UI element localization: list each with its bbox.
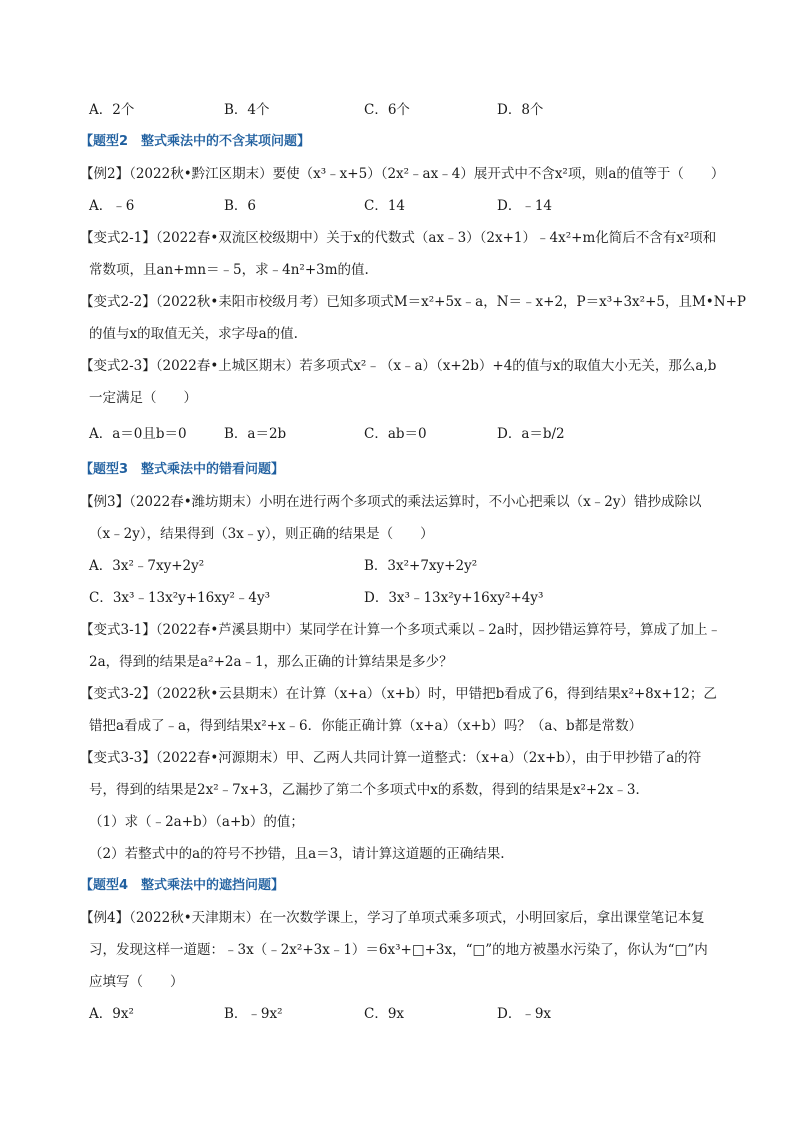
example-3-line2: （x﹣2y），结果得到（3x﹣y），则正确的结果是（ ）	[89, 526, 434, 542]
ex3-option-a: A．3x²﹣7xy+2y²	[89, 558, 205, 574]
ex3-option-c: C．3x³﹣13x²y+16xy²﹣4y³	[89, 590, 271, 606]
ex4-option-b: B．﹣9x²	[224, 1006, 283, 1022]
v23-option-a: A．a＝0且b＝0	[89, 426, 187, 442]
variant-3-2-line1: 【变式3-2】（2022秋•云县期末）在计算（x+a）（x+b）时，甲错把b看成了6，得到结果x²+8x+12；乙	[80, 686, 717, 702]
example-4-line3: 应填写（ ）	[89, 974, 184, 990]
ex4-option-a: A．9x²	[89, 1006, 134, 1022]
variant-2-2-line2: 的值与x的取值无关，求字母a的值.	[89, 326, 298, 342]
example-4-line2: 习，发现这样一道题：﹣3x（﹣2x²+3x﹣1）＝6x³+□+3x，“□”的地方被墨水污染了，你认为“□”内	[89, 942, 708, 958]
variant-3-1-line1: 【变式3-1】（2022春•芦溪县期中）某同学在计算一个多项式乘以﹣2a时，因抄错运算符号，算成了加上﹣	[80, 622, 721, 638]
variant-2-1-line2: 常数项，且an+mn＝﹣5，求﹣4n²+3m的值.	[89, 262, 369, 278]
v23-option-c: C．ab＝0	[364, 426, 427, 442]
ex2-option-b: B．6	[224, 198, 257, 214]
ex2-option-c: C．14	[364, 198, 406, 214]
ex3-option-b: B．3x²+7xy+2y²	[364, 558, 478, 574]
example-4-line1: 【例4】（2022秋•天津期末）在一次数学课上，学习了单项式乘多项式，小明回家后，拿出课堂笔记本复	[80, 910, 705, 926]
variant-3-3-line2: 号，得到的结果是2x²﹣7x+3，乙漏抄了第二个多项式中x的系数，得到的结果是x²+2x﹣3．	[89, 782, 649, 798]
variant-3-1-line2: 2a，得到的结果是a²+2a﹣1，那么正确的计算结果是多少？	[89, 654, 453, 670]
ex2-option-d: D．﹣14	[497, 198, 553, 214]
example-3-line1: 【例3】（2022春•潍坊期末）小明在进行两个多项式的乘法运算时，不小心把乘以（x﹣2y）错抄成除以	[80, 494, 702, 510]
variant-2-1-line1: 【变式2-1】（2022春•双流区校级期中）关于x的代数式（ax﹣3）（2x+1）﹣4x²+m化简后不含有x²项和	[80, 230, 717, 246]
option-a: A．2个	[89, 102, 135, 118]
ex2-option-a: A．﹣6	[89, 198, 135, 214]
section-heading-type3: 【题型3 整式乘法中的错看问题】	[80, 462, 285, 477]
variant-3-3-line1: 【变式3-3】（2022春•河源期末）甲、乙两人共同计算一道整式：（x+a）（2x+b），由于甲抄错了a的符	[80, 750, 702, 766]
variant-3-2-line2: 错把a看成了﹣a，得到结果x²+x﹣6．你能正确计算（x+a）（x+b）吗？（a、b都是常数）	[89, 718, 643, 734]
section-heading-type4: 【题型4 整式乘法中的遮挡问题】	[80, 878, 285, 893]
v23-option-b: B．a＝2b	[224, 426, 287, 442]
example-2-line: 【例2】（2022秋•黔江区期末）要使（x³﹣x+5）（2x²﹣ax﹣4）展开式中不含x²项，则a的值等于（ ）	[80, 166, 725, 182]
section-heading-type2: 【题型2 整式乘法中的不含某项问题】	[80, 134, 311, 149]
option-d: D．8个	[497, 102, 544, 118]
variant-3-3-part2: （2）若整式中的a的符号不抄错，且a＝3，请计算这道题的正确结果.	[89, 846, 505, 862]
ex4-option-c: C．9x	[364, 1006, 405, 1022]
variant-2-2-line1: 【变式2-2】（2022秋•耒阳市校级月考）已知多项式M＝x²+5x﹣a，N＝﹣x+2，P＝x³+3x²+5，且M•N+P	[80, 294, 746, 310]
variant-2-3-line1: 【变式2-3】（2022春•上城区期末）若多项式x²﹣（x﹣a）（x+2b）+4的值与x的取值大小无关，那么a,b	[80, 358, 717, 374]
option-b: B．4个	[224, 102, 270, 118]
variant-2-3-line2: 一定满足（ ）	[89, 390, 197, 406]
ex3-option-d: D．3x³﹣13x²y+16xy²+4y³	[364, 590, 544, 606]
option-c: C．6个	[364, 102, 410, 118]
variant-3-3-part1: （1）求（﹣2a+b）（a+b）的值；	[89, 814, 304, 830]
v23-option-d: D．a＝b/2	[497, 426, 565, 442]
ex4-option-d: D．﹣9x	[497, 1006, 552, 1022]
